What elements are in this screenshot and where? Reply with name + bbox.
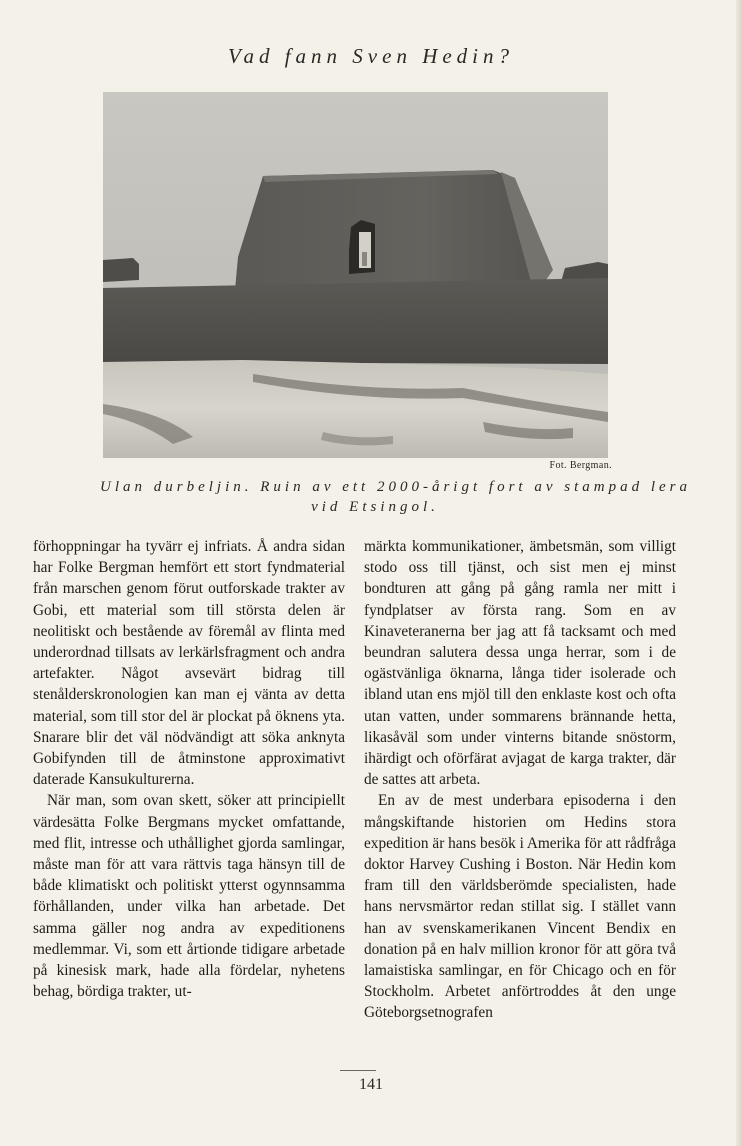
paragraph: förhoppningar ha tyvärr ej infriats. Å andra sidan har Folke Bergman hemfört ett stort fyndmaterial från marschen genom förut outforskade trakter av Gobi, ett material som till största delen är neolitiskt och bestående av föremål av flinta med underordnad tillsats av lerkärlsfragment och andra artefakter. Något avsevärt bidrag till stenålderskronologien kan man ej vänta av detta material, som till stor del är plockat på öknens yta. Snarare blir det väl nödvändigt att söka anknyta Gobifynden till de åtminstone approximativt daterade Kansukulturerna.: [33, 538, 345, 789]
folio-rule: [340, 1070, 376, 1071]
page-number: 141: [359, 1076, 383, 1093]
paragraph: En av de mest underbara episoderna i den mångskiftande historien om Hedins stora expedition är hans besök i Amerika för att rådfråga doktor Harvey Cushing i Boston. När Hedin kom fram till den världsberömde specialisten, hade hans nervsmärtor redan stillat sig. I stället vann han av svenskamerikanen Vincent Bendix en donation på en halv million kronor för att göra två lamaistiska samlingar, en för Chicago och en för Stockholm. Arbetet anförtroddes åt den unge Göteborgsetnografen: [364, 792, 676, 1022]
photo-ruin-illustration: [103, 92, 608, 458]
paragraph: När man, som ovan skett, söker att principiellt värdesätta Folke Bergmans mycket omfattande, med flit, intresse och uthållighet gjorda samlingar, måste man för att vara rättvis taga hänsyn till de både klimatiskt och politiskt ytterst ogynnsamma förhållanden, under vilka han arbetade. Det samma gäller nog andra av expeditionens medlemmar. Vi, som ett årtionde tidigare arbetade på kinesisk mark, hade alla fördelar, nyhetens behag, bördiga trakter, ut-: [33, 792, 345, 1001]
caption-line-1: Ulan durbeljin. Ruin av ett 2000-årigt fort av stampad lera: [100, 479, 691, 495]
right-column: [364, 536, 676, 1024]
running-head: Vad fann Sven Hedin?: [227, 44, 515, 68]
figure-caption: [100, 477, 691, 517]
photo-ruin: [103, 92, 608, 458]
page-edge-shadow: [736, 0, 742, 1146]
caption-line-2: vid Etsingol.: [311, 499, 439, 515]
paragraph: märkta kommunikationer, ämbetsmän, som villigt stodo oss till tjänst, och sist men ej minst bondturen att gång på gång ramla ner mitt i fyndplatser av första rang. Som en av Kinaveteranerna ber jag att få tacksamt och med beundran salutera dessa unga herrar, som i de ogästvänliga öknarna, långa tider isolerade och ibland utan ens mjöl till den enklaste kost och ofta utan vatten, under sommarens brännande hetta, likasåväl som under vinterns bitande snöstorm, ihärdigt och oförfärat avjagat de karga trakter, där de sattes att arbeta.: [364, 538, 676, 789]
left-column: [33, 536, 345, 1002]
photo-credit: Fot. Bergman.: [549, 460, 612, 471]
